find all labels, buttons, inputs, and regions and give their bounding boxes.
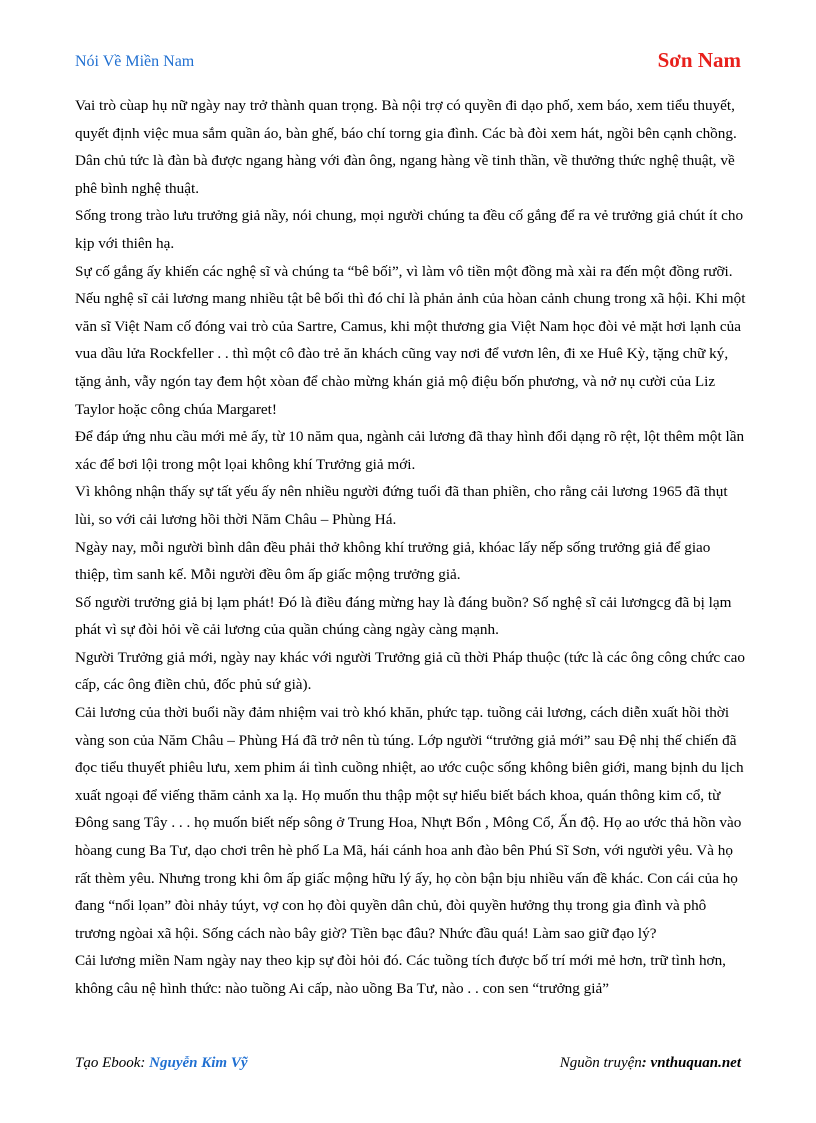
ebook-separator: : — [140, 1055, 150, 1071]
paragraph: Để đáp ứng nhu cầu mới mẻ ấy, từ 10 năm qua, ngành cải lương đã thay hình đổi dạng rõ rệt, lột thêm một lần xác để bơi lội trong một lọai không khí Trưởng giả mới. — [75, 428, 745, 473]
source-label: Nguồn truyện — [559, 1055, 642, 1071]
paragraph: Số người trưởng giả bị lạm phát! Đó là điều đáng mừng hay là đáng buồn? Số nghệ sĩ cải lươngcg đã bị lạm phát vì sự đòi hỏi về cải lương của quần chúng càng ngày càng mạnh. — [75, 593, 732, 639]
paragraph: Cải lương miền Nam ngày nay theo kịp sự đòi hỏi đó. Các tuồng tích được bố trí mới mẻ hơn, trữ tình hơn, không câu nệ hình thức: nào tuồng Ai cấp, nào uồng Ba Tư, nào . . con sen “trưởng giả” — [75, 952, 726, 997]
source-credit — [560, 1055, 741, 1072]
paragraph: Sống trong trào lưu trưởng giả nầy, nói chung, mọi người chúng ta đều cố gắng để ra vẻ trưởng giả chút ít cho kịp với thiên hạ. — [75, 207, 744, 252]
page-footer — [75, 1055, 741, 1079]
paragraph: Người Trưởng giả mới, ngày nay khác với người Trưởng giả cũ thời Pháp thuộc (tức là các ông công chức cao cấp, các ông điền chủ, đốc phủ sứ già). — [75, 648, 745, 694]
ebook-label: Tạo Ebook — [75, 1055, 141, 1071]
paragraph: Ngày nay, mỗi người bình dân đều phải thở không khí trưởng giả, khóac lấy nếp sống trưởng giả để giao thiệp, tìm sanh kế. Mỗi người đều ôm ấp giấc mộng trưởng giả. — [75, 538, 711, 584]
ebook-credit — [75, 1055, 248, 1072]
source-site-link[interactable]: vnthuquan.net — [650, 1055, 741, 1071]
ebook-creator-link[interactable]: Nguyễn Kim Vỹ — [149, 1055, 248, 1071]
paragraph: Vai trò cùap hụ nữ ngày nay trở thành quan trọng. Bà nội trợ có quyền đi dạo phố, xem báo, xem tiểu thuyết, quyết định việc mua sắm quần áo, bàn ghế, báo chí torng gia đình. Các bà đòi xem hát, ngồi bên cạnh chồng. Dân chủ tức là đàn bà được ngang hàng với đàn ông, ngang hàng về tinh thần, về thưởng thức nghệ thuật, về phê bình nghệ thuật. — [75, 97, 737, 197]
paragraph: Vì không nhận thấy sự tất yếu ấy nên nhiều người đứng tuổi đã than phiền, cho rằng cải lương 1965 đã thụt lùi, so với cải lương hồi thời Năm Châu – Phùng Há. — [75, 483, 728, 528]
paragraph: Cải lương của thời buổi nầy đảm nhiệm vai trò khó khăn, phức tạp. tuồng cải lương, cách diễn xuất hồi thời vàng son của Năm Châu – Phùng Há đã trở nên tù túng. Lớp người “trưởng giả mới” sau Đệ nhị thế chiến đã đọc tiểu thuyết phiêu lưu, xem phim ái tình cuồng nhiệt, ao ước cuộc sống không biên giới, mang bịnh du lịch xuất ngoại để viếng thăm cảnh xa lạ. Họ muốn thu thập một sự hiểu biết bách khoa, quán thông kim cổ, từ Đông sang Tây . . . họ muốn biết nếp sông ở Trung Hoa, Nhựt Bổn , Mông Cổ, Ấn độ. Họ ao ước thả hồn vào hòang cung Ba Tư, dạo chơi trên hè phố La Mã, hái cánh hoa anh đào bên Phú Sĩ Sơn, với người yêu. Và họ rất thèm yêu. Nhưng trong khi ôm ấp giấc mộng hữu lý ấy, họ còn bận bịu nhiều vấn đề khác. Con cái của họ đang “nổi lọan” đòi nhảy túyt, vợ con họ đòi quyền dân chủ, đòi quyền hưởng thụ trong gia đình và phô trương ngòai xã hội. Sống cách nào bây giờ? Tiền bạc đâu? Nhức đầu quá! Làm sao giữ đạo lý? — [75, 704, 744, 942]
page-header — [75, 48, 741, 76]
author-name: Sơn Nam — [657, 48, 741, 72]
book-title: Nói Về Miền Nam — [75, 53, 195, 70]
source-separator: : — [641, 1055, 651, 1071]
paragraph: Sự cố gắng ấy khiến các nghệ sĩ và chúng ta “bê bối”, vì làm vô tiền một đồng mà xài ra đến một đồng rưỡi. Nếu nghệ sĩ cải lương mang nhiều tật bê bối thì đó chỉ là phản ảnh của hòan cảnh chung trong xã hội. Khi một văn sĩ Việt Nam cố đóng vai trò của Sartre, Camus, khi một thương gia Việt Nam học đòi vẻ mặt hơi lạnh của vua dầu lửa Rockfeller . . thì một cô đào trẻ ăn khách cũng vay nơi để vươn lên, đi xe Huê Kỳ, tặng chữ ký, tặng ảnh, vẫy ngón tay đem hột xòan để chào mừng khán giả mộ điệu bốn phương, và nở nụ cười của Liz Taylor hoặc công chúa Margaret! — [75, 262, 746, 418]
page-content — [75, 92, 747, 1003]
